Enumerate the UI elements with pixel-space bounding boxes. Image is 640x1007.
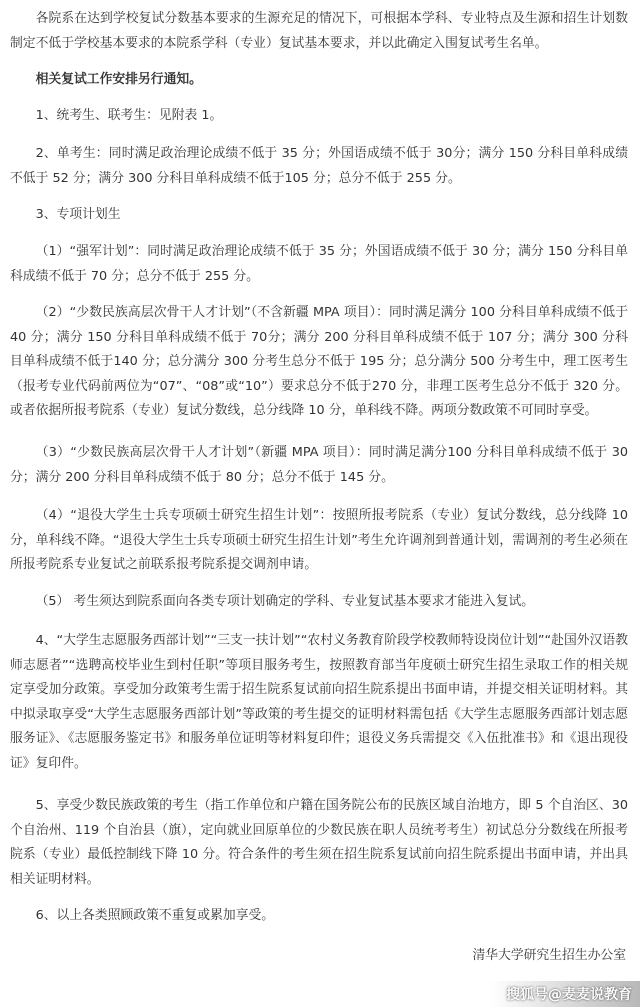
notice-paragraph: 相关复试工作安排另行通知。 <box>35 72 202 87</box>
item-3-5-paragraph: （5） 考生须达到院系面向各类专项计划确定的学科、专业复试基本要求才能进入复试。 <box>35 594 535 609</box>
intro-paragraph: 各院系在达到学校复试分数基本要求的生源充足的情况下，可根据本学科、专业特点及生源和招生计划数制定不低于学校基本要求的本院系学科（专业）复试基本要求，并以此确定入围复试考生名单。 <box>10 11 628 51</box>
watermark-banner <box>490 981 640 1007</box>
item-3-1-paragraph: （1）“强军计划”：同时满足政治理论成绩不低于 35 分；外国语成绩不低于 30 分；满分 150 分科目单科成绩不低于 70 分；总分不低于 255 分。 <box>10 244 628 284</box>
item-3-4-paragraph: （4）“退役大学生士兵专项硕士研究生招生计划”：按照所报考院系（专业）复试分数线，总分线降 10 分，单科线不降。“退役大学生士兵专项硕士研究生招生计划”考生允许调剂到普通计划，需调剂的考生必须在所报考院系专业复试之前联系报考院系提交调剂申请。 <box>10 508 628 572</box>
item-1-paragraph: 1、统考生、联考生：见附表 1。 <box>35 108 223 123</box>
item-5-paragraph: 5、享受少数民族政策的考生（指工作单位和户籍在国务院公布的民族区域自治地方，即 5 个自治区、30 个自治州、119 个自治县（旗），定向就业回原单位的少数民族在职人员统考考生）初试总分分数线在所报考院系（专业）最低控制线下降 10 分。符合条件的考生须在招生院系复试前向招生院系提出书面申请，并出具相关证明材料。 <box>10 798 628 887</box>
item-3-paragraph: 3、专项计划生 <box>35 207 121 222</box>
signature: 清华大学研究生招生办公室 <box>472 948 626 963</box>
item-3-3-paragraph: （3）“少数民族高层次骨干人才计划”（新疆 MPA 项目）：同时满足满分100 分科目单科成绩不低于 30 分；满分 200 分科目单科成绩不低于 80 分；总分不低于 145 分。 <box>10 445 628 485</box>
item-2-paragraph: 2、单考生：同时满足政治理论成绩不低于 35 分；外国语成绩不低于 30分；满分 150 分科目单科成绩不低于 52 分；满分 300 分科目单科成绩不低于105 分；总分不低于 255 分。 <box>10 146 628 186</box>
watermark-text: 搜狐号@麦麦说教育 <box>506 987 632 1003</box>
item-3-2-paragraph: （2）“少数民族高层次骨干人才计划”（不含新疆 MPA 项目）：同时满足满分 100 分科目单科成绩不低于 40 分；满分 150 分科目单科成绩不低于 70分；满分 200 分科目单科成绩不低于 107 分；满分 300 分科目单科成绩不低于140 分；总分满分 300 分考生总分不低于 195 分；总分满分 500 分考生中，理工医考生（报考专业代码前两位为“07”、“08”或“10”）要求总分不低于270 分，非理工医考生总分不低于 320 分。或者依据所报考院系（专业）复试分数线，总分线降 10 分，单科线不降。两项分数政策不可同时享受。 <box>10 305 628 418</box>
item-4-paragraph: 4、“大学生志愿服务西部计划”“三支一扶计划”“农村义务教育阶段学校教师特设岗位计划”“赴国外汉语教师志愿者”“选聘高校毕业生到村任职”等项目服务考生，按照教育部当年度硕士研究生招生录取工作的相关规定享受加分政策。享受加分政策考生需于招生院系复试前向招生院系提出书面申请，并提交相关证明材料。其中拟录取享受“大学生志愿服务西部计划”等政策的考生提交的证明材料需包括《大学生志愿服务西部计划志愿服务证》、《志愿服务鉴定书》和服务单位证明等材料复印件；退役义务兵需提交《入伍批准书》和《退出现役证》复印件。 <box>10 633 628 771</box>
item-6-paragraph: 6、以上各类照顾政策不重复或累加享受。 <box>35 908 275 923</box>
